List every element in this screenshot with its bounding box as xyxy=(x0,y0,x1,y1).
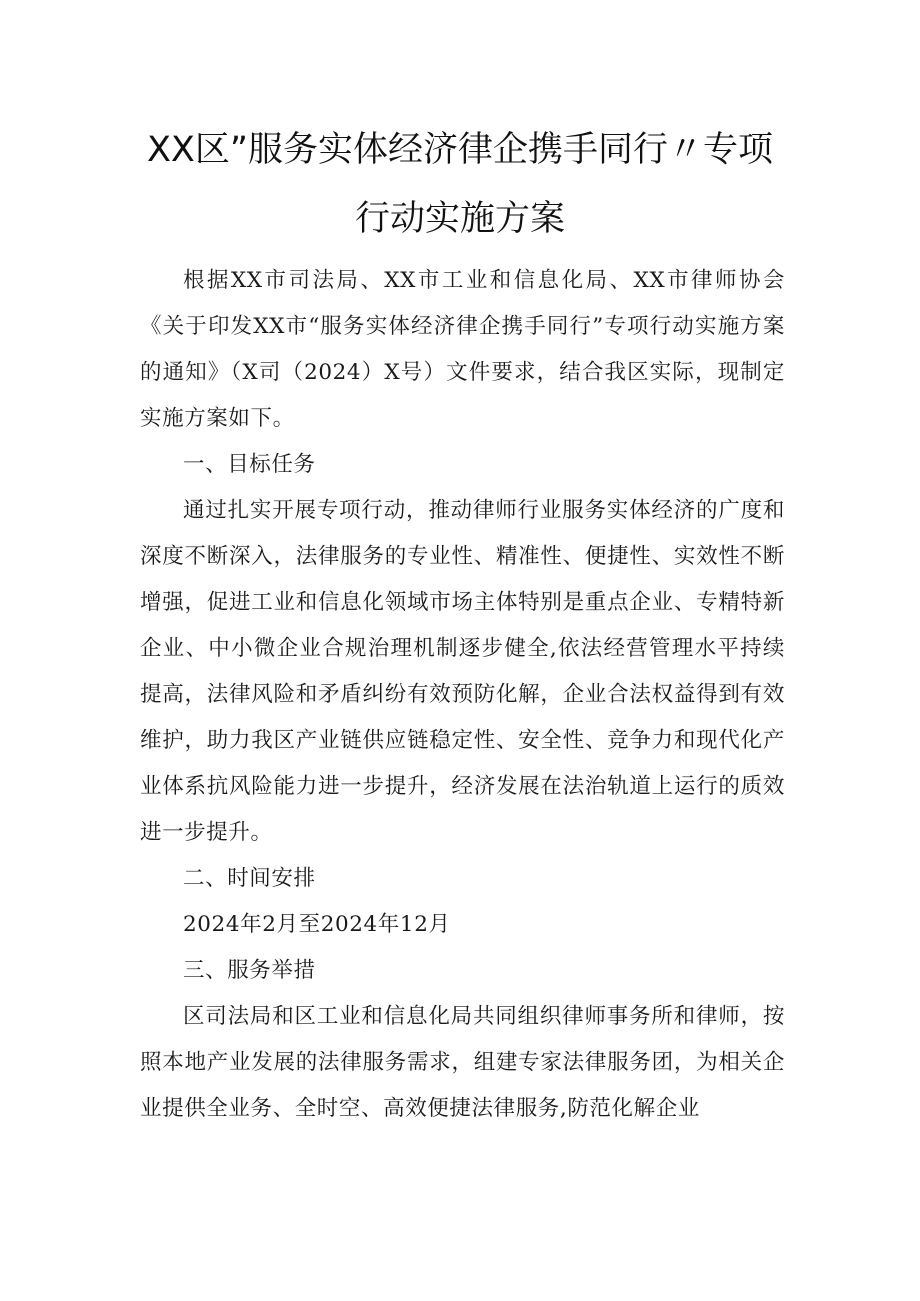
document-title-line-1: XX区”服务实体经济律企携手同行〃专项 xyxy=(146,130,774,170)
document-title-line-2: 行动实施方案 xyxy=(354,199,565,239)
section-body-measures: 区司法局和区工业和信息化局共同组织律师事务所和律师，按照本地产业发展的法律服务需求，组建专家法律服务团，为相关企业提供全业务、全时空、高效便捷法律服务,防范化解企业 xyxy=(140,1004,785,1121)
document-body xyxy=(140,258,785,1132)
section-heading-goals: 一、目标任务 xyxy=(183,452,316,477)
section-heading-schedule: 二、时间安排 xyxy=(183,866,316,891)
section-heading-measures: 三、服务举措 xyxy=(183,958,316,983)
intro-paragraph: 根据XX市司法局、XX市工业和信息化局、XX市律师协会《关于印发XX市“服务实体经济律企携手同行”专项行动实施方案的通知》（X司（2024）X号）文件要求，结合我区实际，现制定实施方案如下。 xyxy=(140,268,785,431)
section-body-schedule: 2024年2月至2024年12月 xyxy=(183,912,451,937)
section-body-goals: 通过扎实开展专项行动，推动律师行业服务实体经济的广度和深度不断深入，法律服务的专业性、精准性、便捷性、实效性不断增强，促进工业和信息化领域市场主体特别是重点企业、专精特新企业、中小微企业合规治理机制逐步健全,依法经营管理水平持续提高，法律风险和矛盾纠纷有效预防化解，企业合法权益得到有效维护，助力我区产业链供应链稳定性、安全性、竞争力和现代化产业体系抗风险能力进一步提升，经济发展在法治轨道上运行的质效进一步提升。 xyxy=(140,498,785,845)
